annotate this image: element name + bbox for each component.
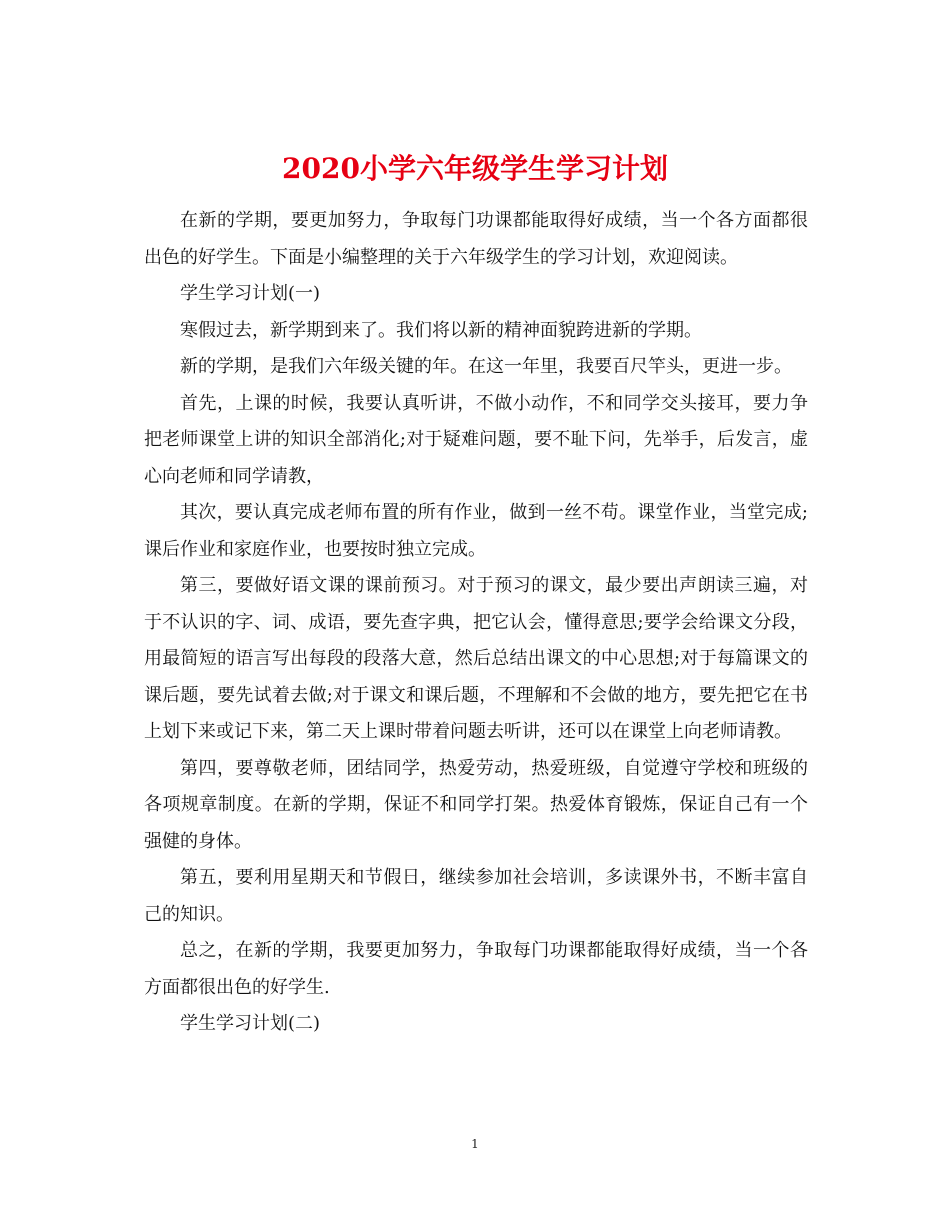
section-heading-plan-one: 学生学习计划(一) [180,283,321,304]
paragraph-third-point: 第三，要做好语文课的课前预习。对于预习的课文，最少要出声朗读三遍，对于不认识的字、词、成语，要先查字典，把它认会，懂得意思;要学会给课文分段，用最简短的语言写出每段的段落大意，然后总结出课文的中心思想;对于每篇课文的课后题，要先试着去做;对于课文和课后题，不理解和不会做的地方，要先把它在书上划下来或记下来，第二天上课时带着问题去听讲，还可以在课堂上向老师请教。 [144,575,808,742]
document-title: 2020小学六年级学生学习计划 [282,151,668,185]
paragraph-intro: 在新的学期，要更加努力，争取每门功课都能取得好成绩，当一个各方面都很出色的好学生。下面是小编整理的关于六年级学生的学习计划，欢迎阅读。 [144,210,808,268]
paragraph-second-point: 其次，要认真完成老师布置的所有作业，做到一丝不苟。课堂作业，当堂完成;课后作业和家庭作业，也要按时独立完成。 [144,502,808,560]
paragraph-new-semester: 寒假过去，新学期到来了。我们将以新的精神面貌跨进新的学期。 [180,319,702,341]
paragraph-fifth-point: 第五，要利用星期天和节假日，继续参加社会培训，多读课外书，不断丰富自己的知识。 [144,867,808,925]
section-heading-plan-two: 学生学习计划(二) [180,1013,321,1034]
paragraph-first-point: 首先，上课的时候，我要认真听讲，不做小动作，不和同学交头接耳，要力争把老师课堂上讲的知识全部消化;对于疑难问题，要不耻下问，先举手，后发言，虚心向老师和同学请教， [144,392,808,487]
paragraph-conclusion: 总之，在新的学期，我要更加努力，争取每门功课都能取得好成绩，当一个各方面都很出色的好学生. [144,940,808,998]
paragraph-fourth-point: 第四，要尊敬老师，团结同学，热爱劳动，热爱班级，自觉遵守学校和班级的各项规章制度。在新的学期，保证不和同学打架。热爱体育锻炼，保证自己有一个强健的身体。 [144,757,808,852]
page-number: 1 [471,1137,479,1151]
paragraph-key-year: 新的学期，是我们六年级关键的年。在这一年里，我要百尺竿头，更进一步。 [180,356,792,377]
document-body [144,203,808,1043]
